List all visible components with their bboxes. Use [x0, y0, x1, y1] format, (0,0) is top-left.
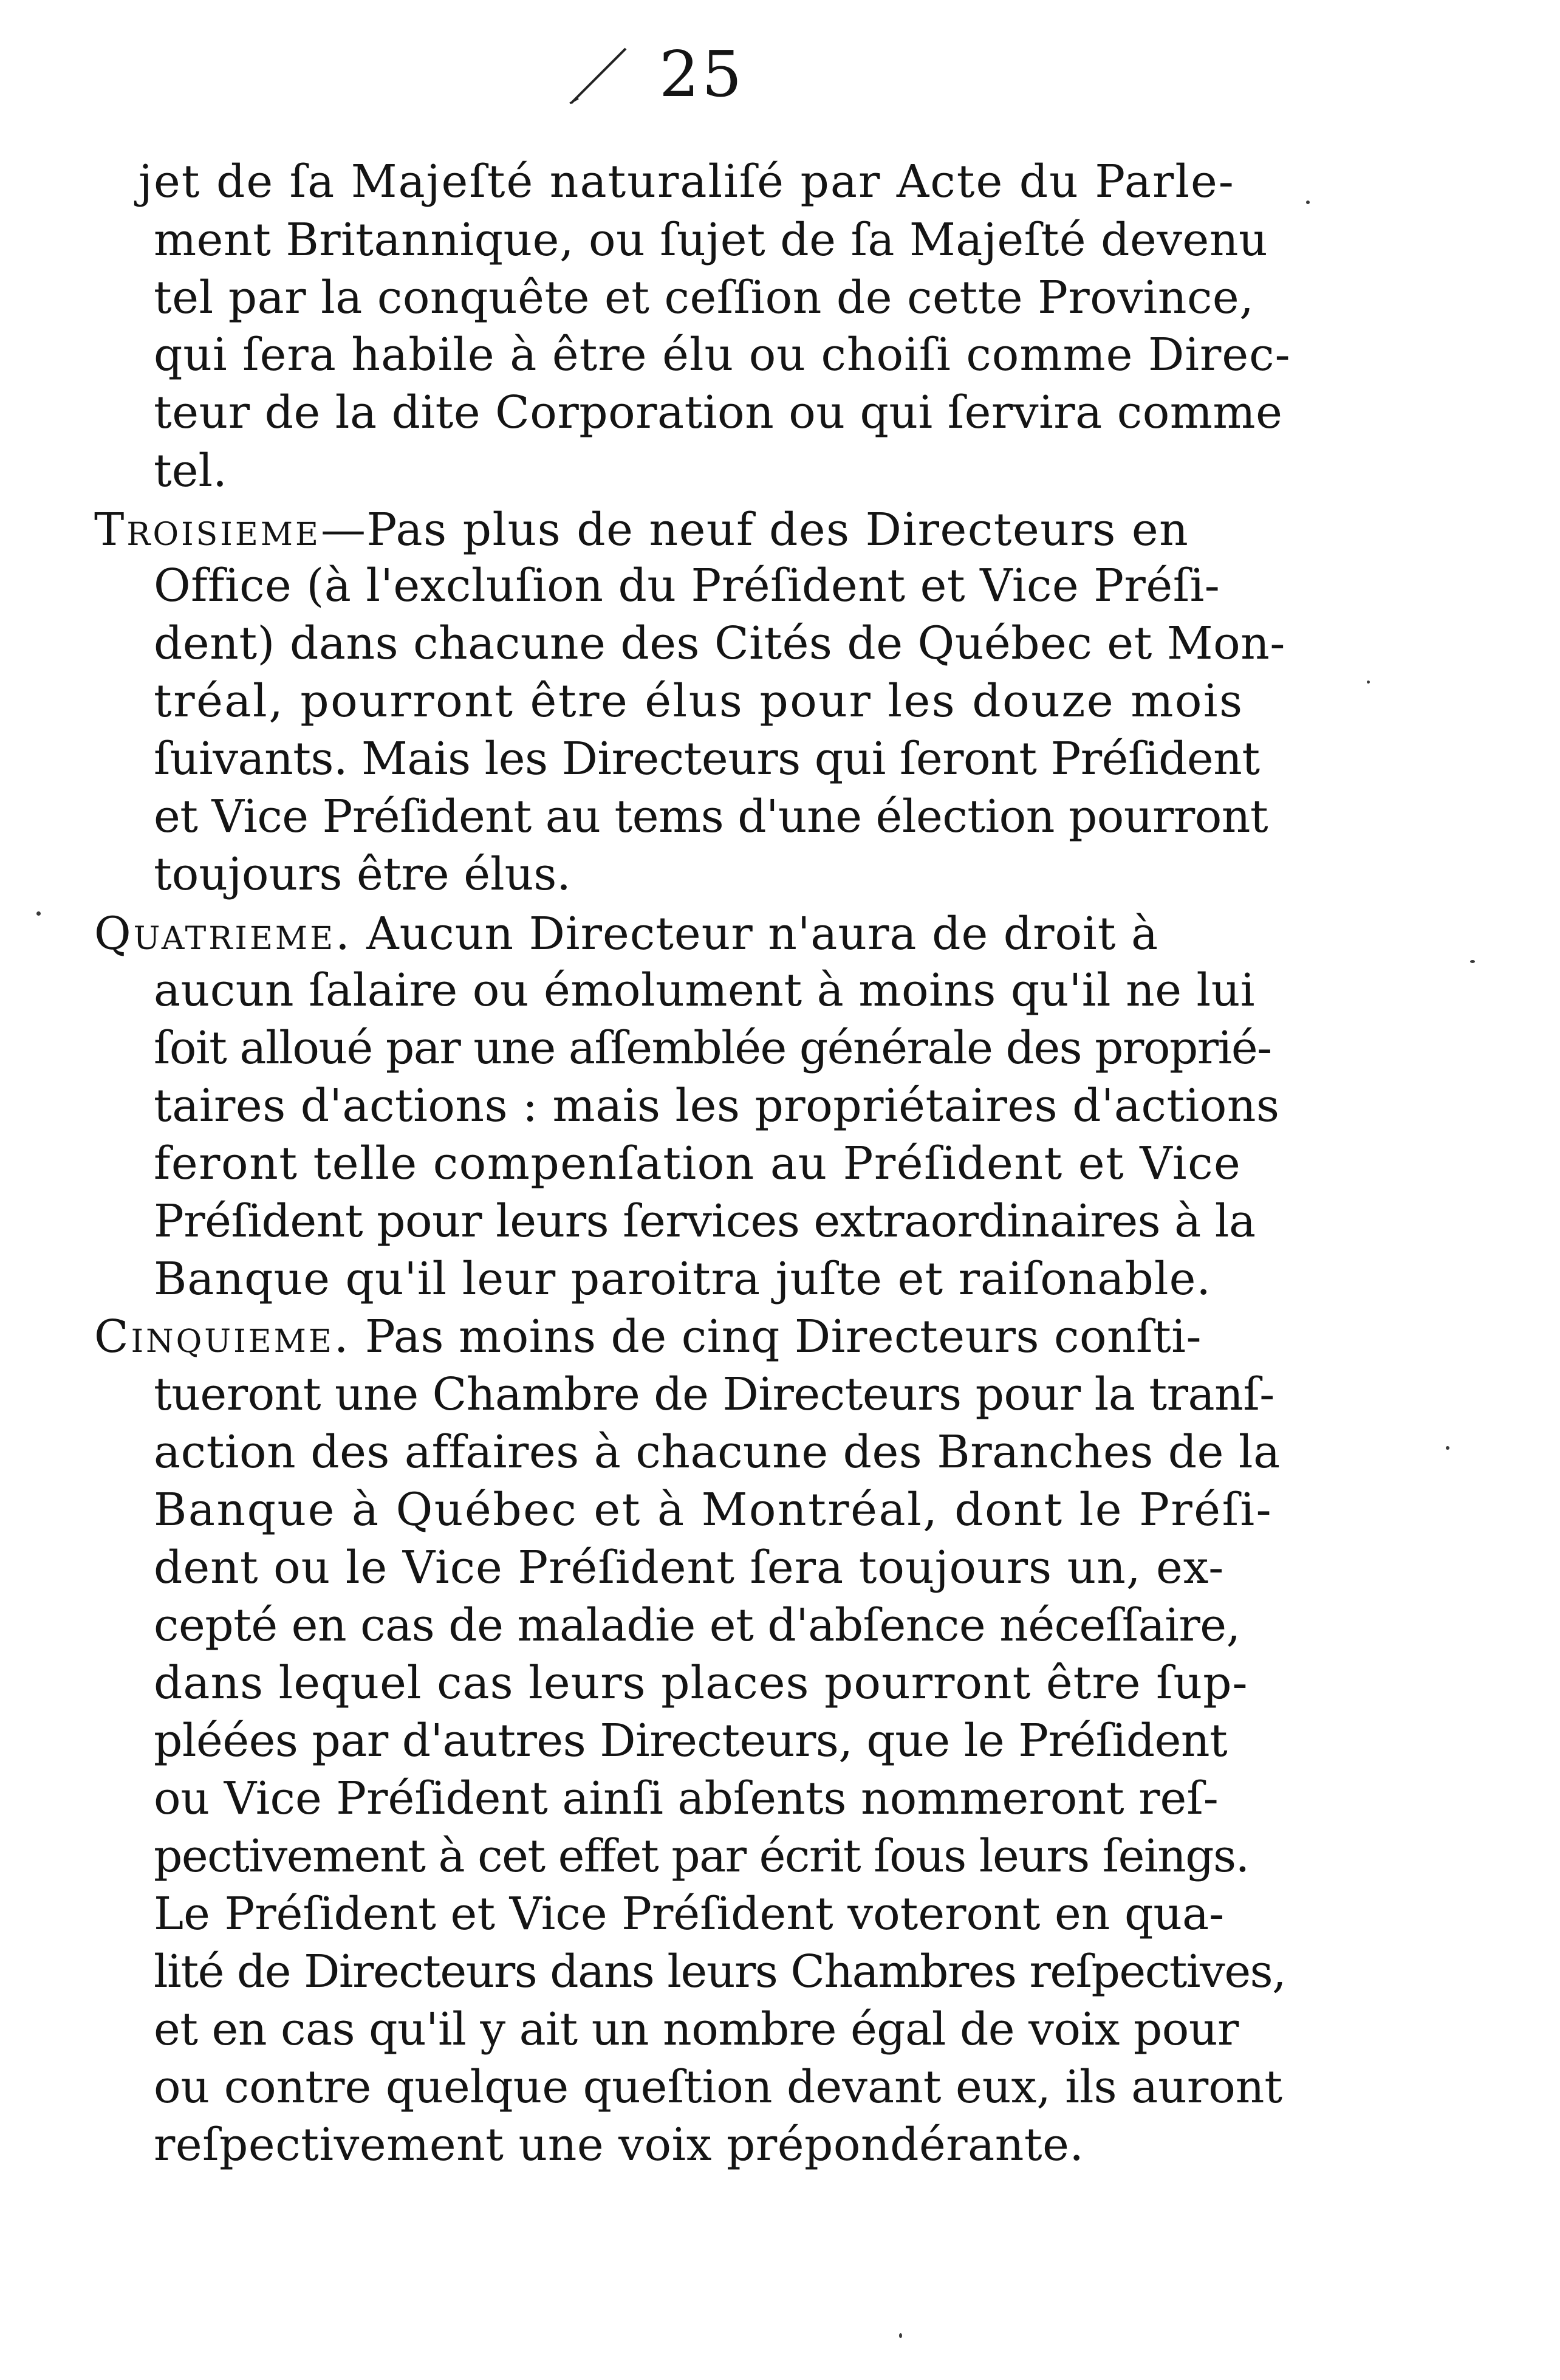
text-line: ſoit alloué par une aſſemblée générale des proprié- [154, 1022, 1271, 1074]
text-line: Pas moins de cinq Directeurs conſti- [364, 1311, 1202, 1363]
text-line: Préſident pour leurs ſervices extraordinaires à la [154, 1195, 1256, 1247]
section-cinquieme-first-line [94, 1311, 1202, 1363]
text-line: taires d'actions : mais les propriétaires d'actions [154, 1080, 1280, 1132]
text-line: qui ſera habile à être élu ou choiſi comme Direc- [154, 329, 1291, 381]
text-line: reſpectivement une voix prépondérante. [154, 2119, 1084, 2171]
text-line: Aucun Directeur n'aura de droit à [366, 908, 1159, 960]
text-line: dans lequel cas leurs places pourront être ſup- [154, 1657, 1248, 1709]
section-heading: Cinquieme. [94, 1311, 351, 1363]
text-line: teur de la dite Corporation ou qui ſervira comme [154, 386, 1283, 439]
text-line: Office (à l'excluſion du Préſident et Vice Préſi- [154, 560, 1220, 612]
print-speck [36, 911, 41, 916]
section-quatrieme-first-line [94, 908, 1159, 960]
text-line: aucun ſalaire ou émolument à moins qu'il ne lui [154, 964, 1256, 1017]
section-heading: Troisieme [94, 504, 321, 556]
text-line: ment Britannique, ou ſujet de ſa Majeſté devenu [154, 214, 1268, 266]
text-line: tel. [154, 445, 227, 497]
section-heading: Quatrieme. [94, 908, 352, 960]
text-line: lité de Directeurs dans leurs Chambres reſpectives, [154, 1946, 1286, 1998]
text-line: dent) dans chacune des Cités de Québec et Mon- [154, 617, 1285, 670]
text-line: jet de ſa Majeſté naturaliſé par Acte du Parle- [139, 156, 1235, 208]
text-line: dent ou le Vice Préſident ſera toujours un, ex- [154, 1542, 1225, 1594]
text-line: pectivement à cet effet par écrit ſous leurs ſeings. [154, 1830, 1249, 1882]
print-speck [1306, 201, 1310, 204]
page-number: 25 [659, 37, 745, 111]
text-line: et Vice Préſident au tems d'une élection pourront [154, 790, 1268, 843]
print-speck [899, 2333, 902, 2338]
text-line: ou Vice Préſident ainſi abſents nommeront reſ- [154, 1772, 1219, 1825]
print-speck [1367, 681, 1370, 684]
text-line: action des affaires à chacune des Branches de la [154, 1426, 1281, 1478]
text-line: tréal, pourront être élus pour les douze mois [154, 675, 1244, 727]
text-line: Le Préſident et Vice Préſident voteront en qua- [154, 1888, 1225, 1940]
text-line: tueront une Chambre de Directeurs pour la tranſ- [154, 1368, 1274, 1421]
text-line: ſuivants. Mais les Directeurs qui ſeront Préſident [154, 733, 1260, 785]
text-line: cepté en cas de maladie et d'abſence néceſſaire, [154, 1599, 1240, 1651]
text-line: Banque à Québec et à Montréal, dont le Préſi- [154, 1484, 1273, 1536]
text-line: feront telle compenſation au Préſident et Vice [154, 1137, 1242, 1190]
text-line: pléées par d'autres Directeurs, que le Préſident [154, 1715, 1228, 1767]
text-line: et en cas qu'il y ait un nombre égal de voix pour [154, 2003, 1239, 2056]
text-line: —Pas plus de neuf des Directeurs en [321, 504, 1189, 556]
text-line: tel par la conquête et ceſſion de cette Province, [154, 272, 1254, 324]
text-line: ou contre quelque queſtion devant eux, ils auront [154, 2061, 1283, 2113]
text-line: Banque qu'il leur paroitra juſte et raiſonable. [154, 1253, 1211, 1305]
section-troisieme-first-line [94, 504, 1189, 556]
print-speck [1470, 960, 1475, 963]
print-speck [1446, 1446, 1449, 1450]
text-line: toujours être élus. [154, 848, 571, 900]
